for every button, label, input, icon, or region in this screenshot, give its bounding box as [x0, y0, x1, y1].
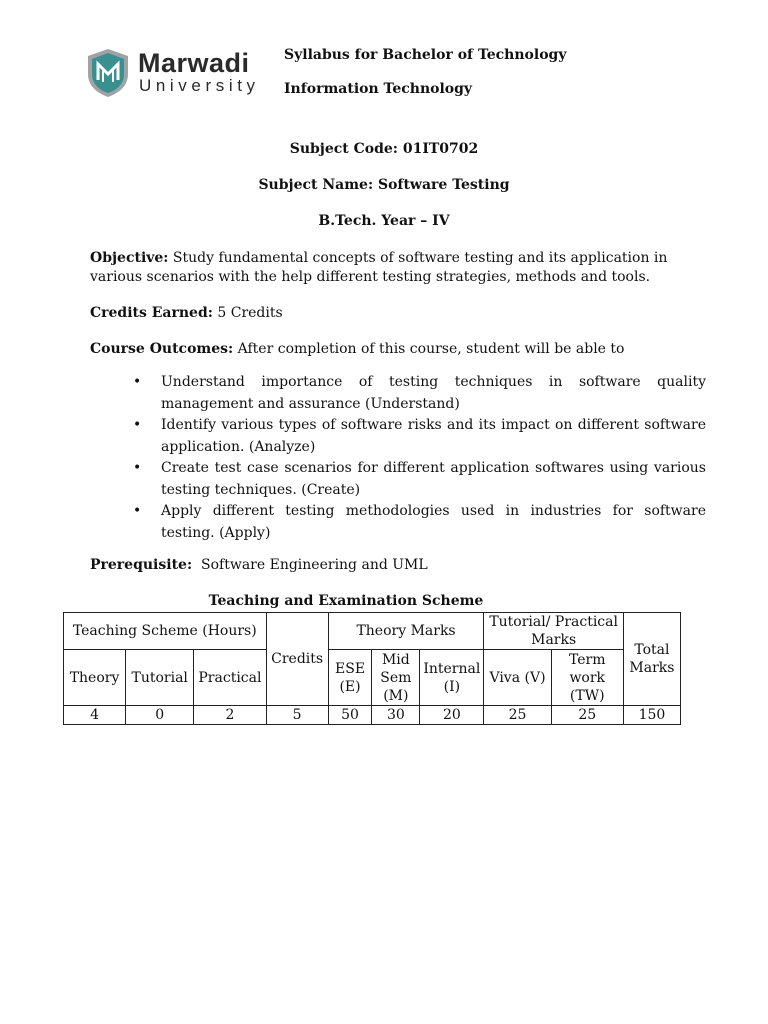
shield-logo-icon — [86, 48, 130, 98]
scheme-table — [63, 612, 681, 725]
outcomes-list — [133, 372, 706, 544]
header-line-1: Syllabus for Bachelor of Technology — [284, 47, 567, 63]
table-cell: 4 — [64, 706, 126, 725]
outcomes-text: After completion of this course, student will be able to — [233, 341, 625, 357]
list-item: • Create test case scenarios for different application softwares using various testing techniques. (Create) — [161, 458, 706, 501]
header-line-2: Information Technology — [284, 81, 473, 97]
practical-marks-header: Tutorial/ Practical Marks — [484, 613, 623, 650]
scheme-title: Teaching and Examination Scheme — [208, 593, 484, 609]
theory-marks-header: Theory Marks — [328, 613, 484, 650]
subject-name: Subject Name: Software Testing — [258, 177, 510, 193]
subject-year: B.Tech. Year – IV — [318, 213, 450, 229]
table-cell: 20 — [420, 706, 484, 725]
practical-col-header: Practical — [194, 650, 266, 706]
table-cell: 0 — [126, 706, 194, 725]
list-item: • Identify various types of software risks and its impact on different software application. (Analyze) — [161, 415, 706, 458]
table-cell: 25 — [551, 706, 623, 725]
prerequisite-label: Prerequisite: — [90, 557, 193, 573]
prerequisite-paragraph — [90, 556, 680, 575]
outcomes-paragraph — [90, 340, 680, 359]
internal-col-header: Internal (I) — [420, 650, 484, 706]
prerequisite-text: Software Engineering and UML — [192, 557, 428, 573]
logo-name: Marwadi — [138, 48, 250, 78]
subject-code: Subject Code: 01IT0702 — [289, 141, 479, 157]
term-work-col-header: Term work (TW) — [551, 650, 623, 706]
tutorial-col-header: Tutorial — [126, 650, 194, 706]
viva-col-header: Viva (V) — [484, 650, 551, 706]
teaching-scheme-header: Teaching Scheme (Hours) — [64, 613, 267, 650]
table-cell: 25 — [484, 706, 551, 725]
credits-header: Credits — [266, 613, 328, 706]
credits-text: 5 Credits — [212, 305, 283, 321]
objective-paragraph — [90, 249, 680, 287]
total-marks-header: Total Marks — [623, 613, 680, 706]
credits-label: Credits Earned: — [90, 305, 213, 321]
objective-text: Study fundamental concepts of software testing and its application in various scenarios with the help different testing strategies, methods and tools. — [90, 250, 668, 285]
table-cell: 5 — [266, 706, 328, 725]
outcomes-label: Course Outcomes: — [90, 341, 234, 357]
university-logo — [86, 48, 271, 100]
table-cell: 2 — [194, 706, 266, 725]
credits-paragraph — [90, 304, 680, 323]
table-cell: 50 — [328, 706, 372, 725]
ese-col-header: ESE (E) — [328, 650, 372, 706]
table-cell: 150 — [623, 706, 680, 725]
theory-col-header: Theory — [64, 650, 126, 706]
objective-label: Objective: — [90, 250, 169, 266]
mid-sem-col-header: Mid Sem (M) — [372, 650, 420, 706]
list-item: • Understand importance of testing techniques in software quality management and assurance (Understand) — [161, 372, 706, 415]
table-cell: 30 — [372, 706, 420, 725]
logo-subname: University — [139, 76, 260, 95]
table-row — [64, 706, 681, 725]
list-item: • Apply different testing methodologies used in industries for software testing. (Apply) — [161, 501, 706, 544]
